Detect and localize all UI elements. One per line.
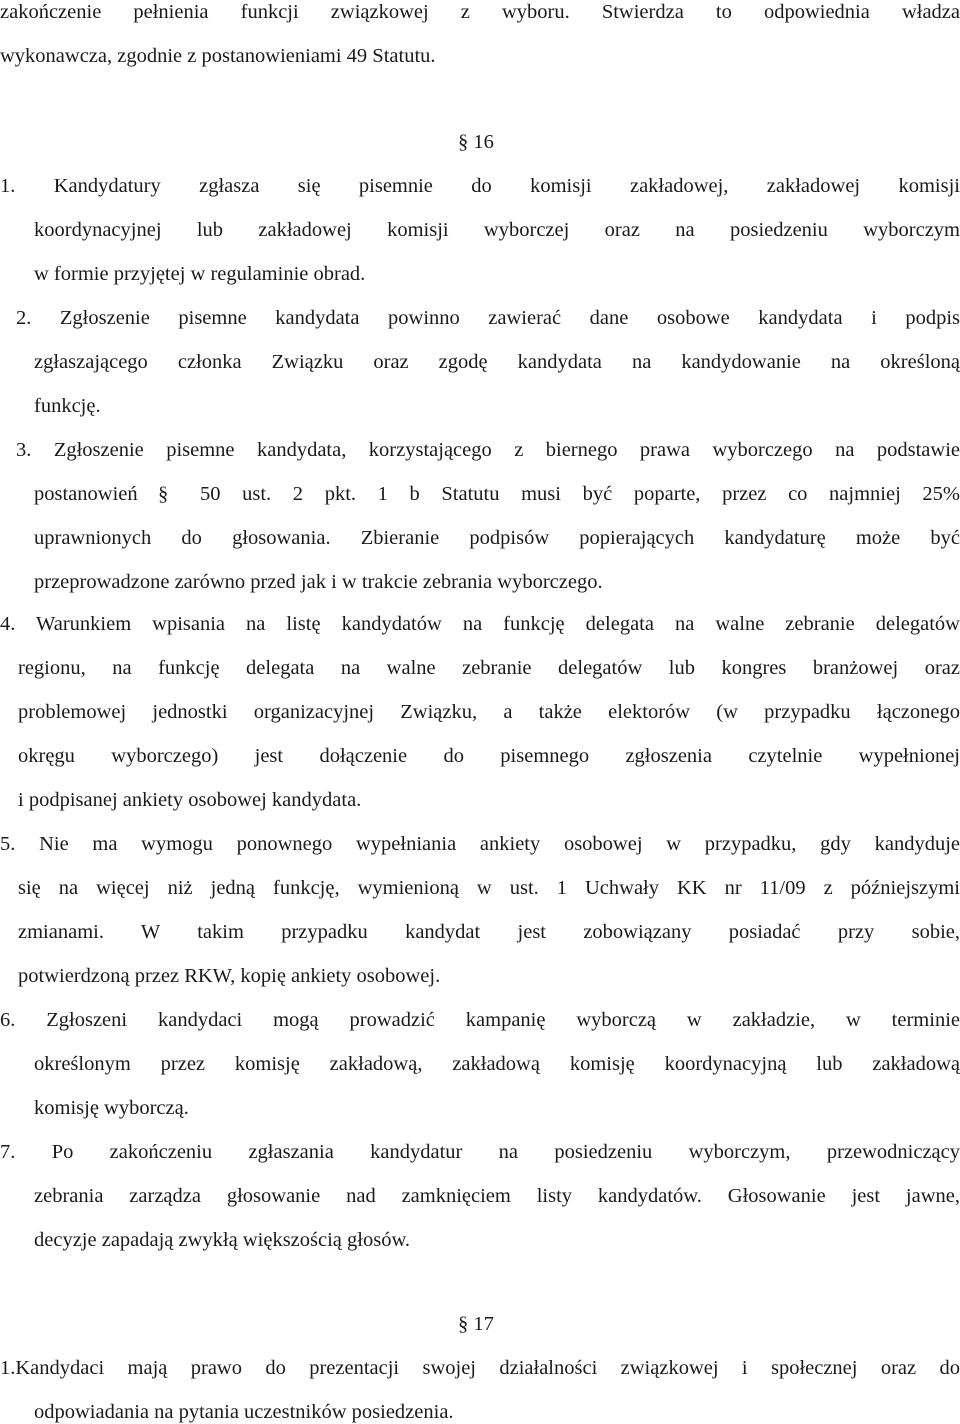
section-heading-17: § 17 — [458, 1313, 494, 1335]
text-line: 6. Zgłoszeni kandydaci mogą prowadzić kampanię wyborczą w zakładzie, w terminie — [0, 1009, 960, 1031]
text-line: 50 ust. 2 pkt. 1 b Statutu musi być poparte, przez co najmniej 25% — [200, 483, 960, 505]
text-line: 2. Zgłoszenie pisemne kandydata powinno zawierać dane osobowe kandydata i podpis — [16, 307, 960, 329]
section-heading-16: § 16 — [458, 131, 494, 153]
text-line: decyzje zapadają zwykłą większością głosów. — [34, 1229, 411, 1251]
text-line: 4. Warunkiem wpisania na listę kandydatów na funkcję delegata na walne zebranie delegatów — [0, 613, 960, 635]
text-line: uprawnionych do głosowania. Zbieranie podpisów popierających kandydaturę może być — [34, 527, 960, 549]
text-line: i podpisanej ankiety osobowej kandydata. — [18, 789, 362, 811]
text-line: odpowiadania na pytania uczestników posiedzenia. — [34, 1401, 454, 1423]
text-line: koordynacyjnej lub zakładowej komisji wyborczej oraz na posiedzeniu wyborczym — [34, 219, 960, 241]
text-line: się na więcej niż jedną funkcję, wymienioną w ust. 1 Uchwały KK nr 11/09 z późniejszymi — [18, 877, 960, 899]
text-line: regionu, na funkcję delegata na walne zebranie delegatów lub kongres branżowej oraz — [18, 657, 960, 679]
text-line: problemowej jednostki organizacyjnej Związku, a także elektorów (w przypadku łączonego — [18, 701, 960, 723]
text-line: określonym przez komisję zakładową, zakładową komisję koordynacyjną lub zakładową — [34, 1053, 960, 1075]
text-line: komisję wyborczą. — [34, 1097, 189, 1119]
text-line: 7. Po zakończeniu zgłaszania kandydatur na posiedzeniu wyborczym, przewodniczący — [0, 1141, 960, 1163]
text-line: postanowień — [34, 483, 138, 505]
text-line: wykonawcza, zgodnie z postanowieniami 49 Statutu. — [0, 45, 436, 67]
text-line: funkcję. — [34, 395, 101, 417]
text-line: 5. Nie ma wymogu ponownego wypełniania ankiety osobowej w przypadku, gdy kandyduje — [0, 833, 960, 855]
text-line: zebrania zarządza głosowanie nad zamknięciem listy kandydatów. Głosowanie jest jawne, — [34, 1185, 960, 1207]
text-line: zgłaszającego członka Związku oraz zgodę kandydata na kandydowanie na określoną — [34, 351, 960, 373]
text-line: 1.Kandydaci mają prawo do prezentacji swojej działalności związkowej i społecznej oraz do — [0, 1357, 960, 1379]
text-line: zakończenie pełnienia funkcji związkowej z wyboru. Stwierdza to odpowiednia władza — [0, 1, 960, 23]
section-mark: § — [158, 483, 169, 505]
text-line: okręgu wyborczego) jest dołączenie do pisemnego zgłoszenia czytelnie wypełnionej — [18, 745, 960, 767]
text-line: zmianami. W takim przypadku kandydat jest zobowiązany posiadać przy sobie, — [18, 921, 960, 943]
text-line: przeprowadzone zarówno przed jak i w trakcie zebrania wyborczego. — [34, 571, 603, 593]
text-line: w formie przyjętej w regulaminie obrad. — [34, 263, 366, 285]
text-line: potwierdzoną przez RKW, kopię ankiety osobowej. — [18, 965, 441, 987]
text-line: 3. Zgłoszenie pisemne kandydata, korzystającego z biernego prawa wyborczego na podstawie — [16, 439, 960, 461]
text-line: 1. Kandydatury zgłasza się pisemnie do komisji zakładowej, zakładowej komisji — [0, 175, 960, 197]
